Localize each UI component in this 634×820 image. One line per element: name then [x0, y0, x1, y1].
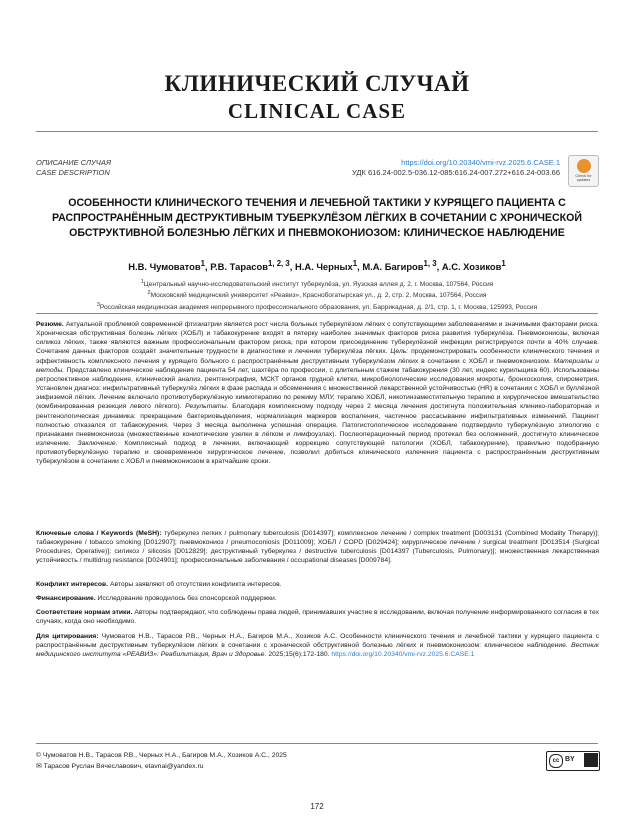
section-title-ru: КЛИНИЧЕСКИЙ СЛУЧАЙ — [164, 71, 470, 96]
abstract: Резюме. Актуальной проблемой современной фтизиатрии является рост числа больных туберкулёзом лёгких с сопутствующими заболеваниями и значимыми факторами риска. Хроническая обструктивная болезнь лёгких (ХОБЛ) и табакокурение входят в пятерку наиболее значимых факторов риска развития туберкулёза. Пневмокониозы, включая силикоз лёгких, также являются важным профессиональным фактором риска, при котором присоединение туберкулёзной инфекции регистрируется почти в 40% случаев. Сочетание данных факторов создаёт значительные трудности в диагностике и лечении туберкулёза лёгких. Цель: продемонстрировать особенности клинического течения и эффективность комплексного лечения у курящего больного с распространённым деструктивным туберкулёзом лёгких в сочетании с ХОБЛ и пневмокониозом. Материалы и методы. Представлено клиническое наблюдение пациента 54 лет, шахтёра по профессии, с длительным стажем табакокурения (30 лет, индекс курильщика 60). Использованы ретроспективное наблюдение, клинический анализ, рентгенография, МСКТ органов грудной клетки, микробиологические исследования мокроты, бронхоскопия, спирометрия. Установлен диагноз: инфильтративный туберкулёз лёгких в фазе распада и обсеменения с множественной лекарственной устойчивостью (HR) в сочетании с ХОБЛ и буллёзной эмфиземой лёгких. Лечение включало противотуберкулёзную химиотерапию по режиму МЛУ, терапию ХОБЛ, никотинзаместительную терапию и хирургическое вмешательство (комбинированная резекция левого лёгкого). Результаты. Благодаря комплексному подходу через 2 месяца лечения достигнута положительная клинико-лабораторная и рентгенологическая динамика: прекращение бактериовыделения, нормализация маркеров воспаления, частичное рассасывание инфильтративных изменений. Пациент полностью отказался от табакокурения. Через 3 месяца выполнена успешная операция. Патогистологическое исследование подтвердило туберкулёзную этиологию с признаками пневмокониоза (множественные кониотические узелки в лёгком и лимфоузлах). Послеоперационный период протекал без осложнений, достигнуто клиническое излечение. Заключение. Комплексный подход в лечении, включающий коррекцию сопутствующей патологии (ХОБЛ, табакокурение), правильно подобранную противотуберкулёзную терапию и своевременное хирургическое лечение, позволил добиться клинического излечения пациента с распространённым деструктивным туберкулёзом в сочетании с ХОБЛ и пневмокониозом в кратчайшие сроки. — [36, 321, 599, 466]
check-for-updates-badge[interactable] — [568, 155, 599, 187]
author[interactable]: Н.А. Черных$^1$ — [294, 259, 358, 273]
author[interactable]: М.А. Багиров$^{1, 3}$ — [362, 259, 437, 273]
footer-divider — [36, 743, 598, 744]
cc-by-license-badge[interactable] — [546, 751, 600, 771]
affiliation: $^2$Московский медицинский университет «Реавиз», Краснобогатырская ул., д. 2, стр. 2, Москва, 107564, Россия — [147, 290, 487, 300]
affiliations — [30, 278, 604, 312]
udc-code: УДК 616.24-002.5-036.12-085:616.24-007.272+616.24-003.66 — [351, 168, 560, 177]
article-type — [36, 158, 111, 178]
cc-icon: cc — [549, 754, 563, 768]
mail-icon: ✉ — [36, 763, 42, 770]
author-list: Н.В. Чумоватов$^1$, Р.В. Тарасов$^{1, 2, 3}$, Н.А. Черных$^1$, М.А. Багиров$^{1, 3}$, А.С. Хозиков$^1$ — [128, 259, 506, 273]
citation: Для цитирования: Чумоватов Н.В., Тарасов Р.В., Черных Н.А., Багиров М.А., Хозиков А.С. Особенности клинического течения и лечебной тактики у курящего пациента с распространённым деструктивным туберкулёзом лёгких в сочетании с хронической обструктивной болезнью лёгких и пневмокониозом: клиническое наблюдение. Вестник медицинского института «РЕАВИЗ»: Реабилитация, Врач и Здоровье. 2025;15(6):172-180. https://doi.org/10.20340/vmi-rvz.2025.6.CASE.1 — [36, 633, 600, 659]
section-title-en: CLINICAL CASE — [227, 99, 407, 123]
affiliation: $^1$Центральный научно-исследовательский институт туберкулёза, ул. Яузская аллея д. 2, г. Москва, 107564, Россия — [140, 279, 494, 289]
page-number: 172 — [310, 802, 324, 811]
ethics: Соответствие нормам этики. Авторы подтверждают, что соблюдены права людей, принимавших участие в исследовании, включая получение информированного согласия в тех случаях, когда оно необходимо. — [36, 609, 599, 626]
by-label: BY — [565, 756, 575, 763]
header-divider — [36, 131, 598, 132]
doi-block — [352, 158, 560, 178]
conflict-of-interest: Конфликт интересов. Авторы заявляют об отсутствии конфликта интересов. — [36, 581, 282, 588]
affiliation-divider — [36, 313, 598, 314]
update-icon — [577, 159, 591, 173]
article-type-en: CASE DESCRIPTION — [36, 168, 110, 177]
attribution-icon — [584, 753, 598, 767]
doi-link[interactable]: https://doi.org/10.20340/vmi-rvz.2025.6.CASE.1 — [401, 158, 560, 167]
contact[interactable]: ✉ Тарасов Руслан Вячеславович, etavnai@yandex.ru — [36, 763, 204, 770]
author[interactable]: Р.В. Тарасов$^{1, 2, 3}$ — [210, 259, 290, 273]
badge-line1: Check for — [575, 174, 592, 178]
badge-line2: updates — [576, 178, 591, 183]
funding: Финансирование. Исследование проводилось без спонсорской поддержки. — [36, 595, 277, 602]
citation-doi-link[interactable]: https://doi.org/10.20340/vmi-rvz.2025.6.CASE.1 — [331, 651, 475, 659]
author[interactable]: А.С. Хозиков$^1$ — [441, 259, 506, 273]
keywords: Ключевые слова / Keywords (MeSH): туберкулез легких / pulmonary tuberculosis [D014397]; комплексное лечение / complex treatment [D003131 (Combined Modality Therapy)]; табакокурение / tobacco smoking [D012907]; пневмокониоз / pneumoconiosis [D011009]; ХОБЛ / COPD [D029424]; хирургическое лечение / surgical treatment [D013514 (Surgical Procedures, Operative)]; силикоз / silicosis [D012829]; деструктивный туберкулез / destructive tuberculosis [D014397 (Tuberculosis, Pulmonary)]; множественная лекарственная устойчивость / multidrug resistance [D024901]; профессиональные заболевания / occupational diseases [D009784]. — [36, 530, 599, 565]
copyright: © Чумоватов Н.В., Тарасов Р.В., Черных Н.А., Багиров М.А., Хозиков А.С., 2025 — [36, 752, 287, 759]
author[interactable]: Н.В. Чумоватов$^1$ — [128, 259, 205, 273]
affiliation: $^3$Российская медицинская академия непрерывного профессионального образования, ул. Баррикадная, д. 2/1, стр. 1, г. Москва, 125993, Россия — [96, 301, 538, 312]
article-title: ОСОБЕННОСТИ КЛИНИЧЕСКОГО ТЕЧЕНИЯ И ЛЕЧЕБНОЙ ТАКТИКИ У КУРЯЩЕГО ПАЦИЕНТА С РАСПРОСТРАНЁННЫМ ДЕСТРУКТИВНЫМ ТУБЕРКУЛЁЗОМ ЛЁГКИХ В СОЧЕТАНИИ С ХРОНИЧЕСКОЙ ОБСТРУКТИВНОЙ БОЛЕЗНЬЮ ЛЁГКИХ И ПНЕВМОКОНИОЗОМ: КЛИНИЧЕСКОЕ НАБЛЮДЕНИЕ — [52, 197, 582, 239]
article-type-ru: ОПИСАНИЕ СЛУЧАЯ — [36, 158, 111, 167]
